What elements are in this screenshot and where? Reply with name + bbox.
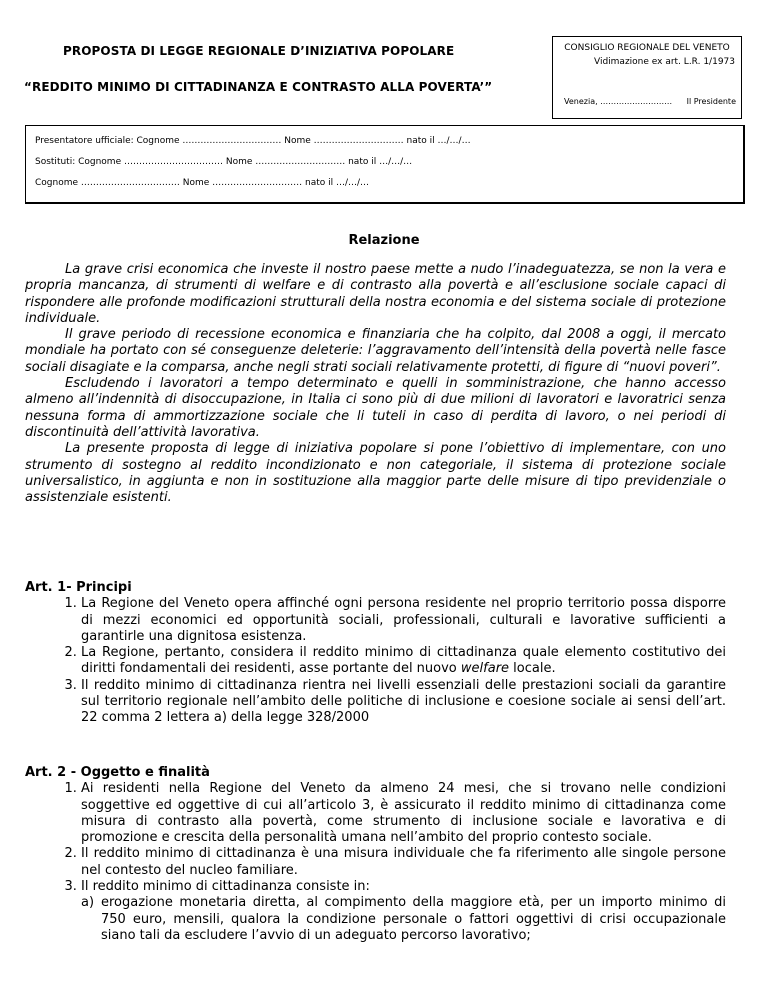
relazione-paragraph: Il grave periodo di recessione economica e finanziaria che ha colpito, dal 2008 a oggi, il mercato mondiale ha portato con sé conseguenze deleterie: l’aggravamento dell’intensità della povertà nelle fasce sociali disagiate e la comparsa, anche negli strati sociali relativamente protetti, di figure di “nuovi poveri”. (25, 327, 726, 375)
substitutes-line: Sostituti: Cognome …………………………… Nome ………………………… nato il …/…/… (35, 157, 413, 167)
council-validation-box (552, 36, 742, 119)
article-2-item-text: Il reddito minimo di cittadinanza è una misura individuale che fa riferimento alle singole persone nel contesto del nucleo familiare. (81, 846, 726, 878)
welfare-word: welfare (460, 661, 510, 677)
article-2-title: Art. 2 - Oggetto e finalità (25, 765, 210, 780)
article-2 (25, 765, 726, 944)
council-name: CONSIGLIO REGIONALE DEL VENETO (564, 43, 730, 53)
article-2-item (81, 846, 726, 879)
article-1-title: Art. 1- Principi (25, 580, 132, 595)
article-2-subitem-text: erogazione monetaria diretta, al compimento della maggiore età, per un importo minimo di 750 euro, mensili, qualora la condizione personale o fattori oggettivi di crisi occupazionale siano tali da escludere l’avvio di un adeguato percorso lavorativo; (101, 895, 726, 943)
article-2-subitem (81, 895, 726, 944)
subitem-marker: a) (81, 895, 95, 911)
venezia-date-field: Venezia, ……………………… (564, 97, 673, 106)
law-title: “REDDITO MINIMO DI CITTADINANZA E CONTRASTO ALLA POVERTA’” (24, 80, 493, 94)
article-2-item (81, 879, 726, 944)
article-2-item-text: Ai residenti nella Regione del Veneto da almeno 24 mesi, che si trovano nelle condizioni soggettive ed oggettive di cui all’articolo 3, è assicurato il reddito minimo di cittadinanza come misura di contrasto alla povertà, come strumento di inclusione sociale e lavorativa e di promozione e crescita della personalità umana nell’ambito del proprio contesto sociale. (81, 781, 726, 846)
relazione-paragraph: La presente proposta di legge di iniziativa popolare si pone l’obiettivo di implementare, con uno strumento di sostegno al reddito incondizionato e non categoriale, il sistema di protezione sociale universalistico, in aggiunta e non in sostituzione alla maggior parte delle misure di tipo previdenziale o assistenziale esistenti. (25, 441, 726, 506)
article-1 (25, 580, 726, 727)
validation-reference: Vidimazione ex art. L.R. 1/1973 (593, 57, 735, 67)
relazione-body (25, 262, 726, 506)
article-1-item-text: Il reddito minimo di cittadinanza rientra nei livelli essenziali delle prestazioni sociali da garantire sul territorio regionale nell’ambito delle politiche di inclusione e coesione sociale ai sensi dell’art. 22 comma 2 lettera a) della legge 328/2000 (81, 677, 726, 726)
relazione-heading: Relazione (348, 233, 420, 248)
article-1-item (81, 596, 726, 645)
article-1-item-text: La Regione, pertanto, considera il reddito minimo di cittadinanza quale elemento costitutivo dei diritti fondamentali dei residenti, asse portante del nuovo (81, 645, 726, 677)
proposal-title: PROPOSTA DI LEGGE REGIONALE D’INIZIATIVA POPOLARE (63, 44, 455, 58)
article-2-item-text: Il reddito minimo di cittadinanza consiste in: (81, 879, 370, 895)
presidente-label: Il Presidente (686, 97, 736, 106)
article-2-item (81, 781, 726, 846)
article-1-item-text: La Regione del Veneto opera affinché ogni persona residente nel proprio territorio possa disporre di mezzi economici ed opportunità sociali, professionali, culturali e lavorative sufficienti a garantirle una dignitosa esistenza. (81, 596, 726, 644)
article-1-item (81, 678, 726, 727)
substitute-line-2: Cognome …………………………… Nome ………………………… nato il …/…/… (35, 178, 370, 188)
relazione-paragraph: Escludendo i lavoratori a tempo determinato e quelli in somministrazione, che hanno accesso almeno all’indennità di disoccupazione, in Italia ci sono più di due milioni di lavoratori e lavoratrici senza nessuna forma di ammortizzazione sociale che li tuteli in caso di perdita di lavoro, o nei periodi di discontinuità dell’attività lavorativa. (25, 376, 726, 440)
official-presenter-line: Presentatore ufficiale: Cognome …………………………… Nome ………………………… nato il …/…/… (35, 136, 471, 146)
article-1-item-tail: locale. (509, 661, 556, 677)
relazione-paragraph: La grave crisi economica che investe il nostro paese mette a nudo l’inadeguatezza, se non la vera e propria mancanza, di strumenti di welfare e di contrasto alla povertà e all’esclusione sociale capaci di rispondere alle profonde modificazioni strutturali della nostra economia e del sistema sociale di protezione individuale. (25, 262, 726, 326)
article-1-item (81, 645, 726, 678)
presenters-box (25, 125, 745, 204)
